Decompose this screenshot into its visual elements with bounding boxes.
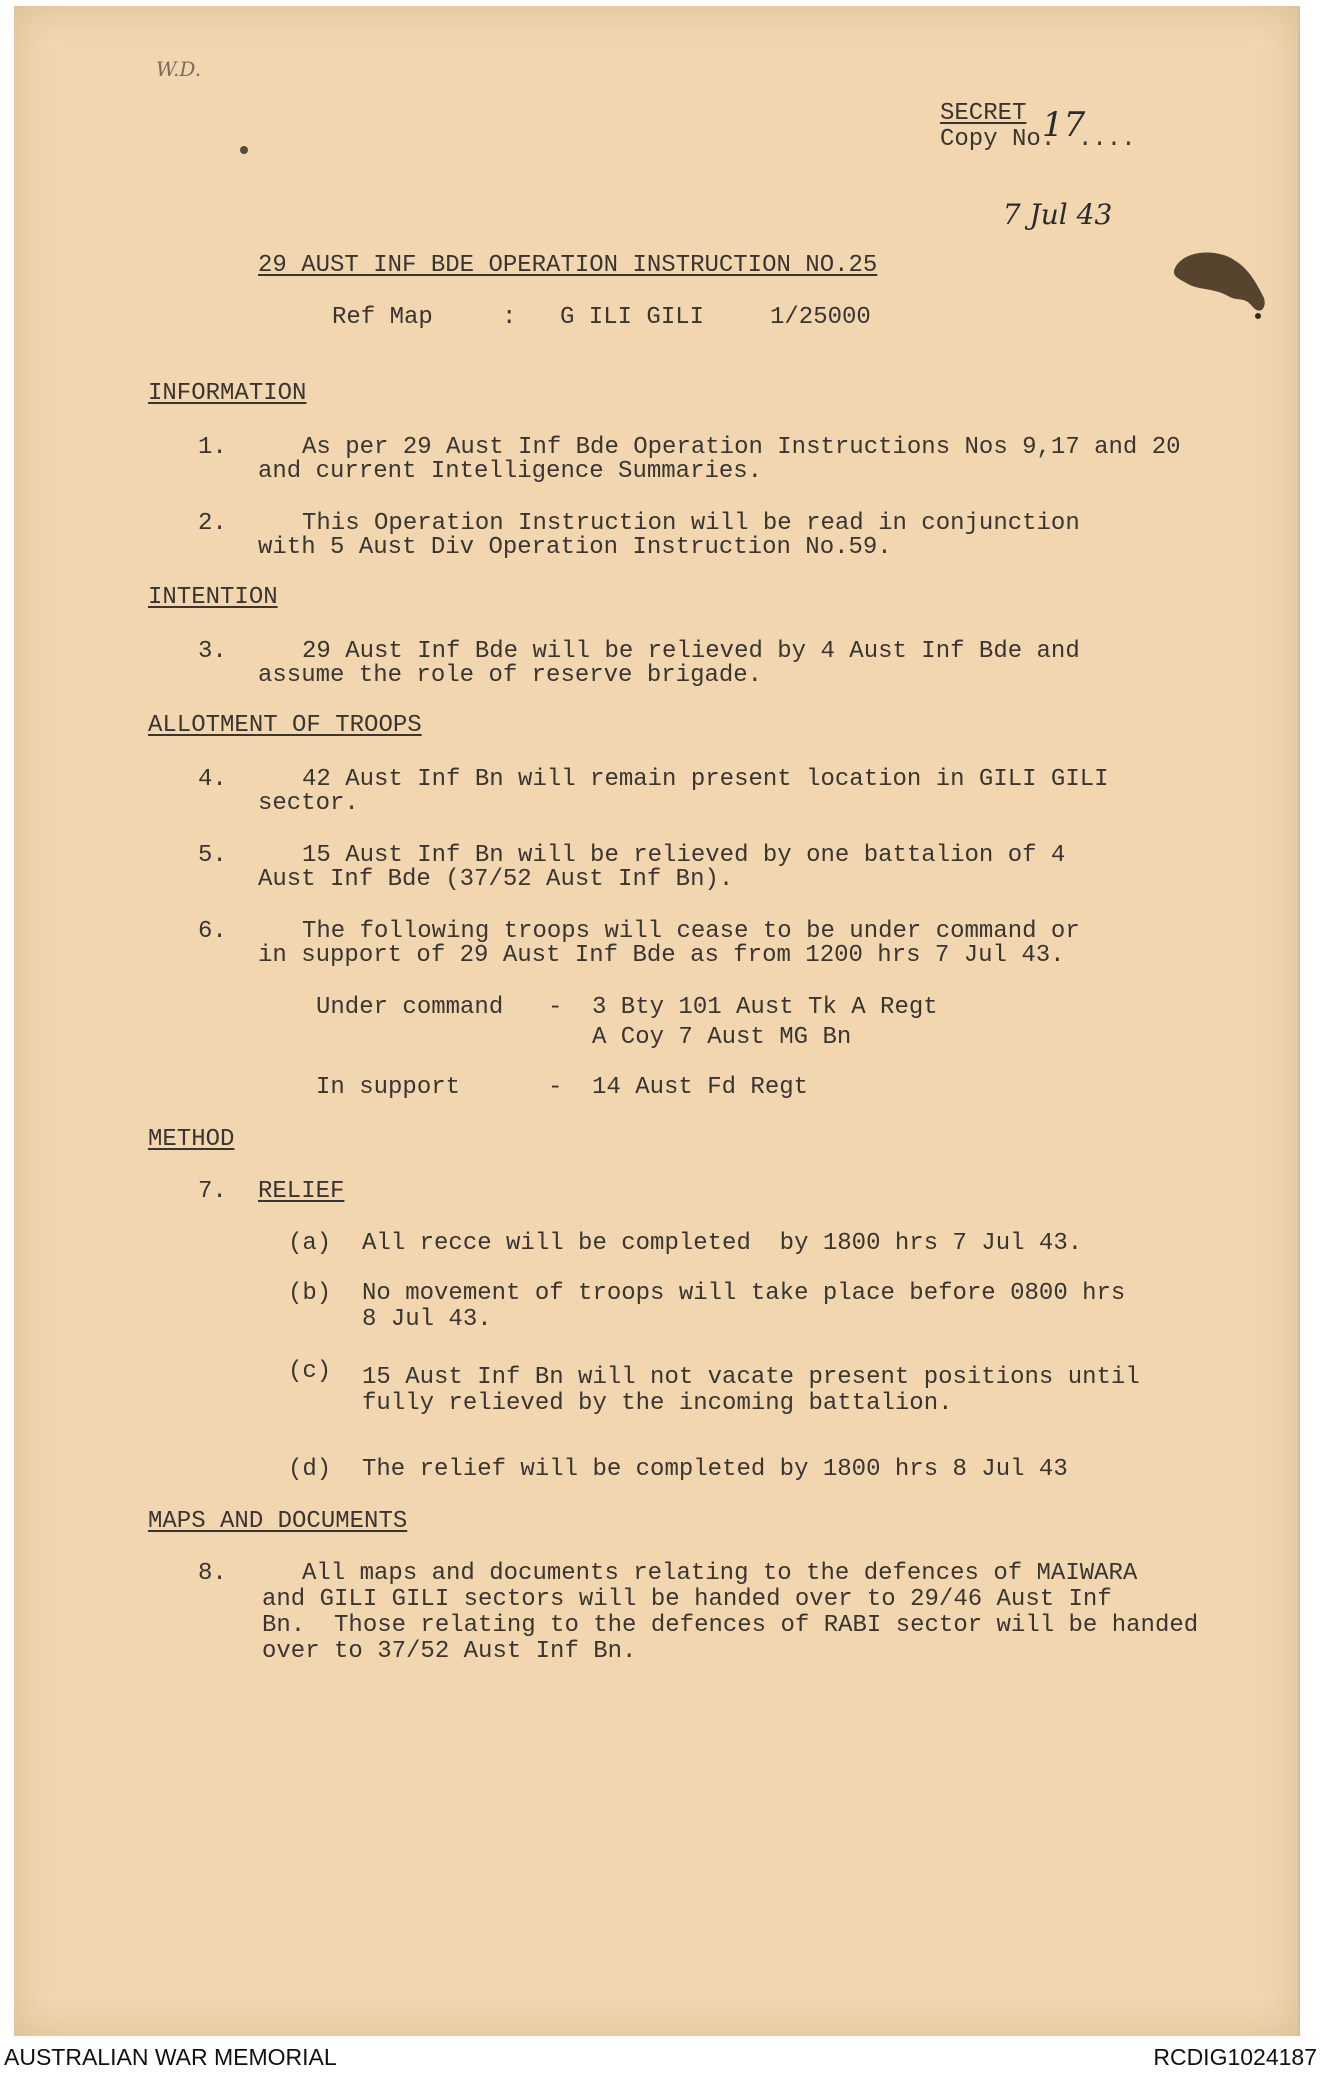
under-command-unit-2: A Coy 7 Aust MG Bn bbox=[592, 1024, 852, 1051]
copy-label: Copy No. bbox=[940, 126, 1056, 153]
ref-map-name: G ILI GILI bbox=[560, 304, 705, 331]
relief-c-line-2: fully relieved by the incoming battalion. bbox=[362, 1390, 953, 1417]
para-1-number: 1. bbox=[198, 434, 227, 461]
para-3-number: 3. bbox=[198, 638, 227, 665]
in-support-label: In support bbox=[316, 1074, 461, 1101]
para-2-line-1: This Operation Instruction will be read in conjunction bbox=[302, 510, 1080, 537]
ink-blot bbox=[1168, 246, 1268, 324]
footer-record-id: RCDIG1024187 bbox=[1153, 2044, 1317, 2070]
margin-initials: W.D. bbox=[156, 57, 202, 81]
relief-d-label: (d) bbox=[288, 1456, 332, 1483]
date-text: 7 Jul 43 bbox=[1002, 198, 1113, 231]
para-6-number: 6. bbox=[198, 918, 227, 945]
relief-a-line-1: All recce will be completed by 1800 hrs 7 Jul 43. bbox=[362, 1230, 1083, 1257]
section-allotment: ALLOTMENT OF TROOPS bbox=[148, 712, 422, 739]
para-5-line-1: 15 Aust Inf Bn will be relieved by one battalion of 4 bbox=[302, 842, 1066, 869]
section-method: METHOD bbox=[148, 1126, 235, 1153]
copy-number: 17 bbox=[1042, 105, 1086, 145]
document-title: 29 AUST INF BDE OPERATION INSTRUCTION NO.25 bbox=[258, 252, 878, 279]
under-command-dash: - bbox=[548, 994, 563, 1021]
document-date bbox=[974, 174, 1112, 232]
para-8-line-4: over to 37/52 Aust Inf Bn. bbox=[262, 1638, 637, 1665]
relief-c-line-1: 15 Aust Inf Bn will not vacate present positions until bbox=[362, 1364, 1140, 1391]
para-8-line-3: Bn. Those relating to the defences of RABI sector will be handed bbox=[262, 1612, 1199, 1639]
classification: SECRET bbox=[940, 100, 1027, 127]
para-7-number: 7. bbox=[198, 1178, 227, 1205]
ref-map-sep: : bbox=[502, 304, 517, 331]
relief-d-line-1: The relief will be completed by 1800 hrs 8 Jul 43 bbox=[362, 1456, 1068, 1483]
ref-map-label: Ref Map bbox=[332, 304, 433, 331]
para-2-line-2: with 5 Aust Div Operation Instruction No.59. bbox=[258, 534, 892, 561]
under-command-unit-1: 3 Bty 101 Aust Tk A Regt bbox=[592, 994, 938, 1021]
para-4-number: 4. bbox=[198, 766, 227, 793]
relief-b-line-2: 8 Jul 43. bbox=[362, 1306, 492, 1333]
relief-c-label: (c) bbox=[288, 1358, 332, 1385]
section-information: INFORMATION bbox=[148, 380, 307, 407]
para-1-line-1: As per 29 Aust Inf Bde Operation Instructions Nos 9,17 and 20 bbox=[302, 434, 1181, 461]
para-3-line-1: 29 Aust Inf Bde will be relieved by 4 Aust Inf Bde and bbox=[302, 638, 1080, 665]
in-support-dash: - bbox=[548, 1074, 563, 1101]
in-support-unit-1: 14 Aust Fd Regt bbox=[592, 1074, 809, 1101]
para-5-number: 5. bbox=[198, 842, 227, 869]
para-3-line-2: assume the role of reserve brigade. bbox=[258, 662, 763, 689]
para-8-number: 8. bbox=[198, 1560, 227, 1587]
para-4-line-1: 42 Aust Inf Bn will remain present location in GILI GILI bbox=[302, 766, 1109, 793]
section-maps-documents: MAPS AND DOCUMENTS bbox=[148, 1508, 408, 1535]
para-2-number: 2. bbox=[198, 510, 227, 537]
para-7-heading: RELIEF bbox=[258, 1178, 345, 1205]
para-1-line-2: and current Intelligence Summaries. bbox=[258, 458, 763, 485]
footer-source: AUSTRALIAN WAR MEMORIAL bbox=[4, 2044, 337, 2070]
para-4-line-2: sector. bbox=[258, 790, 359, 817]
para-6-line-1: The following troops will cease to be under command or bbox=[302, 918, 1080, 945]
para-6-line-2: in support of 29 Aust Inf Bde as from 1200 hrs 7 Jul 43. bbox=[258, 942, 1065, 969]
para-8-line-1: All maps and documents relating to the defences of MAIWARA bbox=[302, 1560, 1138, 1587]
under-command-label: Under command bbox=[316, 994, 504, 1021]
pin-hole bbox=[240, 146, 248, 154]
para-5-line-2: Aust Inf Bde (37/52 Aust Inf Bn). bbox=[258, 866, 734, 893]
relief-b-label: (b) bbox=[288, 1280, 332, 1307]
ref-map-scale: 1/25000 bbox=[770, 304, 871, 331]
copy-dots: .... bbox=[1078, 126, 1136, 153]
section-intention: INTENTION bbox=[148, 584, 278, 611]
relief-b-line-1: No movement of troops will take place before 0800 hrs bbox=[362, 1280, 1126, 1307]
relief-a-label: (a) bbox=[288, 1230, 332, 1257]
para-8-line-2: and GILI GILI sectors will be handed over to 29/46 Aust Inf bbox=[262, 1586, 1112, 1613]
